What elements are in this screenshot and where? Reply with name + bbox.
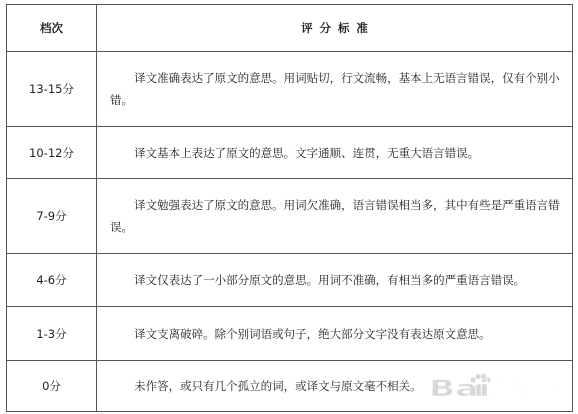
description-cell	[97, 179, 573, 254]
description-text: 译文准确表达了原文的意思。用词贴切，行文流畅，基本上无语言错误，仅有个别小错。	[110, 71, 560, 107]
table-row	[7, 179, 573, 254]
level-cell: 7-9分	[7, 179, 97, 254]
level-cell: 1-3分	[7, 307, 97, 361]
header-standard: 评分标准	[97, 5, 573, 52]
description-cell	[97, 307, 573, 361]
table-row	[7, 361, 573, 412]
description-text: 译文基本上表达了原文的意思。文字通顺、连贯，无重大语言错误。	[134, 145, 480, 160]
description-text: 译文仅表达了一小部分原文的意思。用词不准确，有相当多的严重语言错误。	[134, 273, 526, 287]
table-row	[7, 307, 573, 361]
level-cell: 4-6分	[7, 254, 97, 307]
description-cell	[97, 52, 573, 127]
table-row	[7, 254, 573, 307]
header-level: 档次	[7, 5, 97, 52]
grading-standards-table	[6, 4, 573, 412]
table-row	[7, 127, 573, 179]
table-row	[7, 52, 573, 127]
level-cell: 13-15分	[7, 52, 97, 127]
level-cell: 10-12分	[7, 127, 97, 179]
description-text: 译文支离破碎。除个别词语或句子，绝大部分文字没有表达原文意思。	[134, 326, 491, 341]
description-text: 译文勉强表达了原文的意思。用词欠准确，语言错误相当多，其中有些是严重语言错误。	[110, 198, 560, 234]
description-cell	[97, 127, 573, 179]
description-text: 未作答，或只有几个孤立的词，或译文与原文毫不相关。	[134, 379, 422, 393]
description-cell	[97, 361, 573, 412]
watermark-text: Bai经验	[429, 377, 513, 402]
level-cell: 0分	[7, 361, 97, 412]
table-header-row	[7, 5, 573, 52]
description-cell	[97, 254, 573, 307]
